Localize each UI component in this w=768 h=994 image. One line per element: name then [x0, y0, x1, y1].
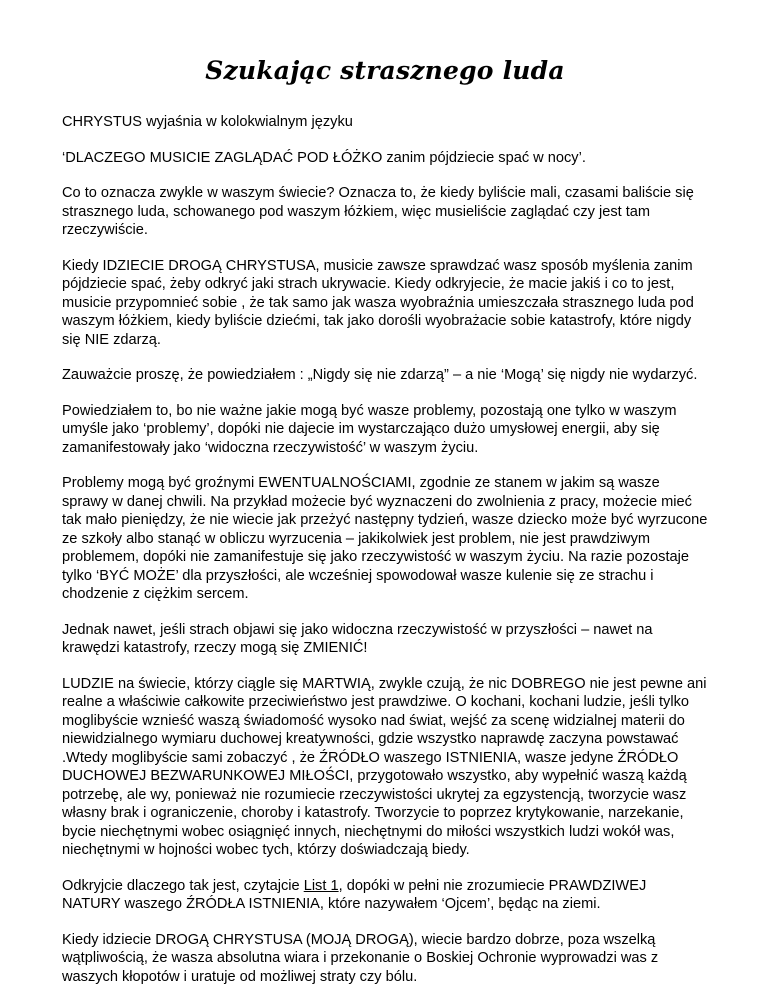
paragraph-7: Problemy mogą być groźnymi EWENTUALNOŚCIAMI, zgodnie ze stanem w jakim są wasze sprawy w danej chwili. Na przykład możecie być wyznaczeni do zwolnienia z pracy, możecie mieć tak mało pieniędzy, że nie wiecie jak przeżyć następny tydzień, wasze dziecko może być wyrzucone ze szkoły albo stanąć w obliczu wyrzucenia – jakikolwiek jest problem, nie jest prawdziwym problemem, dopóki nie zamanifestuje się jako rzeczywistość w waszym życiu. Na razie pozostaje tylko ‘BYĆ MOŻE’ dla przyszłości, ale wcześniej spowodował wasze kulenie się ze strachu i chodzenie z ciężkim sercem.: [62, 475, 708, 602]
paragraph-4: Kiedy IDZIECIE DROGĄ CHRYSTUSA, musicie zawsze sprawdzać wasz sposób myślenia zanim pójdziecie spać, żeby odkryć jaki strach ukrywacie. Kiedy odkryjecie, że macie jakiś i co to jest, musicie przypomnieć sobie , że tak samo jak wasza wyobraźnia umieszczała strasznego luda pod waszym łóżkiem, kiedy byliście dziećmi, tak jako dorośli wyobrażacie sobie katastrofy, które nigdy się NIE zdarzą.: [62, 257, 694, 348]
paragraph-1: CHRYSTUS wyjaśnia w kolokwialnym języku: [62, 114, 353, 130]
paragraph-5: Zauważcie proszę, że powiedziałem : „Nigdy się nie zdarzą” – a nie ‘Mogą’ się nigdy nie wydarzyć.: [62, 367, 698, 383]
list-1-link[interactable]: List 1: [303, 877, 339, 894]
paragraph-2: ‘DLACZEGO MUSICIE ZAGLĄDAĆ POD ŁÓŻKO zanim pójdziecie spać w nocy’.: [62, 149, 586, 166]
paragraph-3: Co to oznacza zwykle w waszym świecie? Oznacza to, że kiedy byliście mali, czasami baliście się strasznego luda, schowanego pod waszym łóżkiem, więc musieliście zaglądać czy jest tam rzeczywiście.: [62, 185, 694, 238]
paragraph-10: [62, 877, 708, 914]
document-title: Szukając strasznego luda: [205, 56, 565, 85]
paragraph-9: LUDZIE na świecie, którzy ciągle się MARTWIĄ, zwykle czują, że nic DOBREGO nie jest pewne ani realne a właściwie całkowite przeciwieństwo jest prawdziwe. O kochani, kochani ludzie, jeśli tylko moglibyście wznieść waszą świadomość wysoko nad świat, wejść za scenę widzialnej materii do niewidzialnego wymiaru duchowej kreatywności, gdzie wszystko naprawdę zaczyna powstawać .Wtedy moglibyście sami zobaczyć , że ŹRÓDŁO waszego ISTNIENIA, wasze jedyne ŹRÓDŁO DUCHOWEJ BEZWARUNKOWEJ MIŁOŚCI, przygotowało wszystko, aby wypełnić waszą każdą potrzebę, ale wy, ponieważ nie rozumiecie rzeczywistości ukrytej za egzystencją, tworzycie wasz własny brak i ograniczenie, choroby i katastrofy. Tworzycie to poprzez krytykowanie, narzekanie, bycie niechętnymi wobec osiągnięć innych, niechętnymi do miłości wszystkich ludzi wokół was, niechętnymi w hojności wobec tych, którzy doświadczają biedy.: [62, 675, 707, 858]
paragraph-11: Kiedy idziecie DROGĄ CHRYSTUSA (MOJĄ DROGĄ), wiecie bardzo dobrze, poza wszelką wątpliwością, że wasza absolutna wiara i przekonanie o Boskiej Ochronie wyprowadzi was z waszych kłopotów i uratuje od możliwej straty czy bólu.: [62, 931, 659, 985]
paragraph-10-text-before: Odkryjcie dlaczego tak jest, czytajcie: [62, 877, 304, 894]
paragraph-8: Jednak nawet, jeśli strach objawi się jako widoczna rzeczywistość w przyszłości – nawet na krawędzi katastrofy, rzeczy mogą się ZMIENIĆ!: [62, 621, 653, 656]
paragraph-10-text-after: , dopóki w pełni nie zrozumiecie PRAWDZIWEJ NATURY waszego ŹRÓDŁA ISTNIENIA, które nazywałem ‘Ojcem’, będąc na ziemi.: [62, 877, 647, 912]
paragraph-6: Powiedziałem to, bo nie ważne jakie mogą być wasze problemy, pozostają one tylko w waszym umyśle jako ‘problemy’, dopóki nie dajecie im wystarczająco dużo umysłowej energii, aby się zamanifestowały jako ‘widoczna rzeczywistość’ w waszym życiu.: [62, 402, 677, 456]
